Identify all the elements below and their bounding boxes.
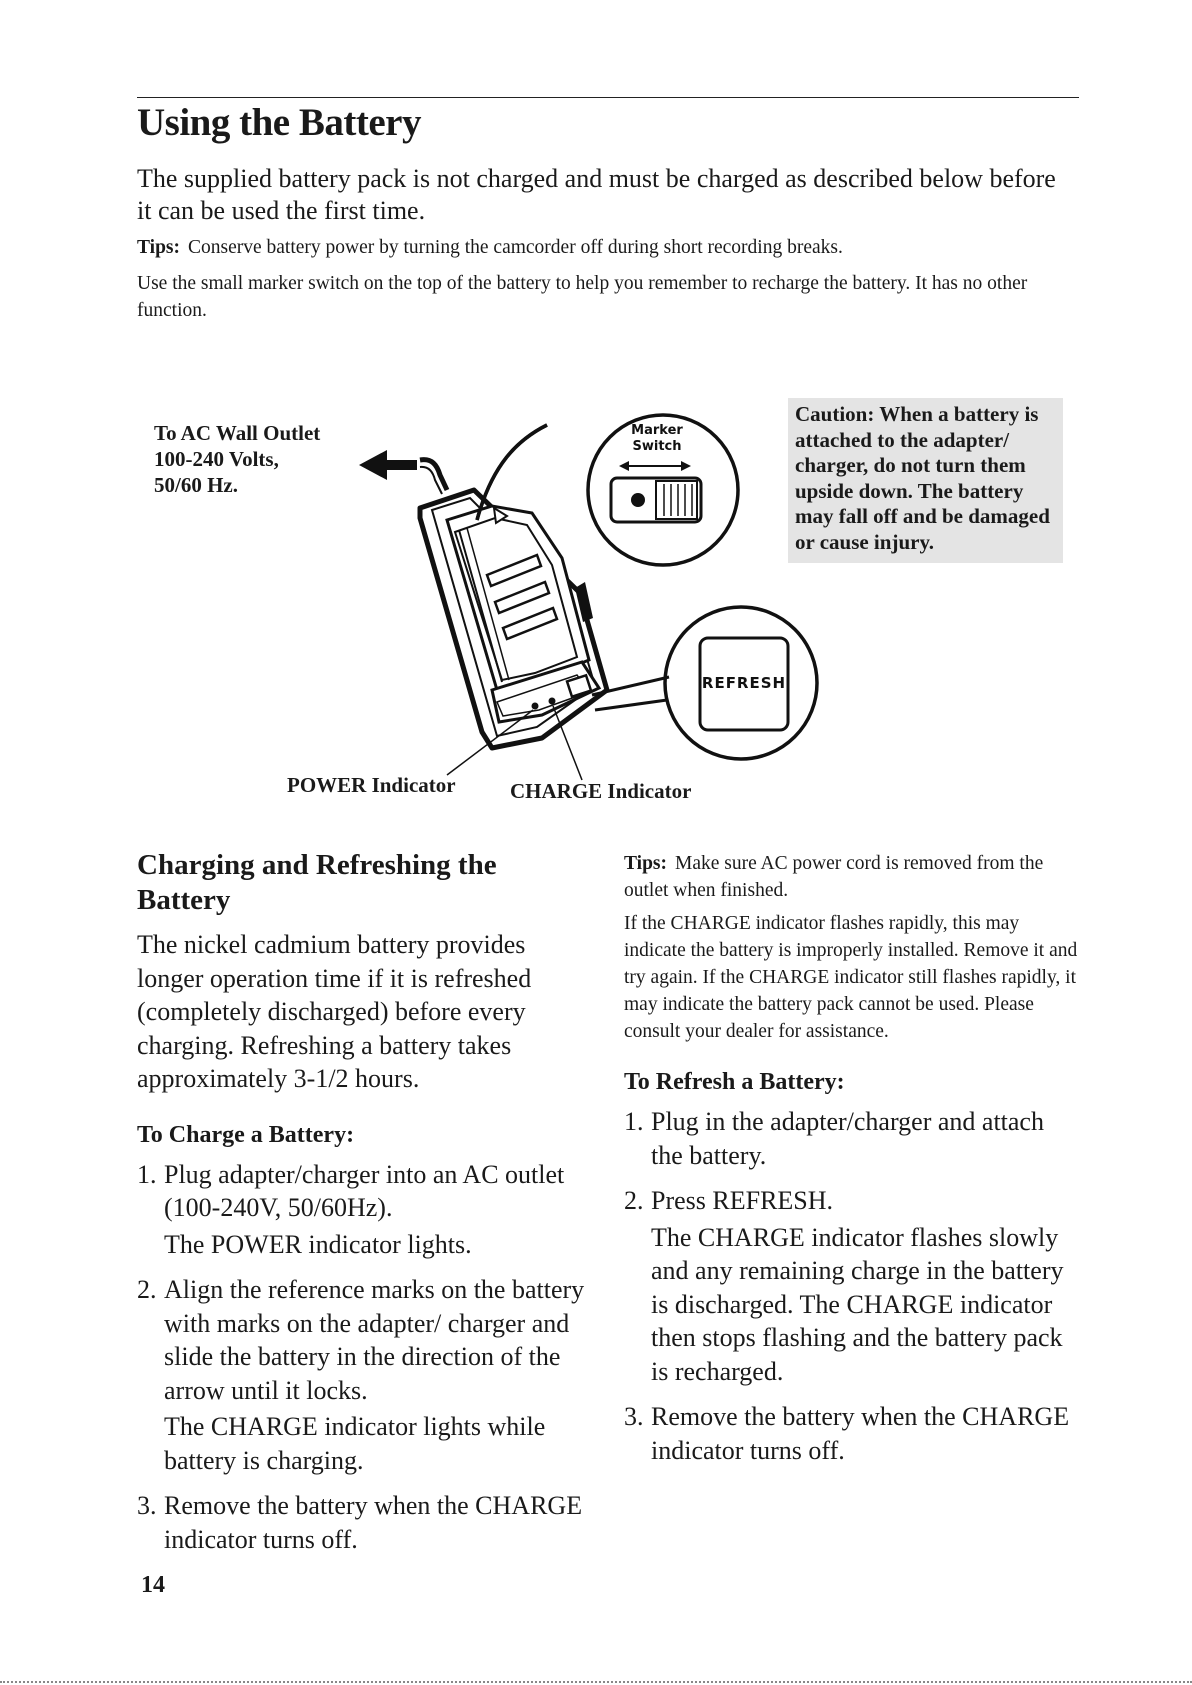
caution-box: Caution: When a battery is attached to the adapter/ charger, do not turn them upside down. The battery may fall off and be damaged or cause injury. — [788, 398, 1063, 563]
step-text: Remove the battery when the CHARGE indicator turns off. — [651, 1402, 1070, 1465]
step-number: 2. — [137, 1275, 157, 1304]
page-title: Using the Battery — [137, 101, 421, 144]
left-column — [137, 848, 592, 1556]
marker-label: Marker — [631, 423, 683, 438]
subheading-charge: To Charge a Battery: — [137, 1121, 355, 1148]
refresh-button-label: REFRESH — [701, 674, 787, 692]
list-item — [137, 1158, 592, 1262]
tips-label: Tips: — [624, 853, 667, 874]
refresh-description: The nickel cadmium battery provides longer operation time if it is refreshed (completely discharged) before every charging. Refreshing a battery takes approximately 3-1/2 hours. — [137, 930, 532, 1093]
outlet-line: 50/60 Hz. — [154, 473, 238, 497]
list-item — [624, 1105, 1079, 1172]
page-bottom-edge — [0, 1681, 1192, 1683]
step-number: 1. — [137, 1159, 157, 1189]
outlet-line: To AC Wall Outlet — [154, 421, 321, 445]
step-number: 2. — [624, 1186, 644, 1215]
section-heading-charging: Charging and Refreshing the Battery — [137, 849, 497, 916]
tip-power-cord — [624, 850, 1079, 904]
switch-label: Switch — [632, 439, 682, 454]
ac-outlet-label — [154, 420, 374, 498]
outlet-line: 100-240 Volts, — [154, 447, 279, 471]
subheading-refresh: To Refresh a Battery: — [624, 1069, 845, 1095]
tips-label: Tips: — [137, 237, 180, 258]
power-indicator-label: POWER Indicator — [287, 773, 456, 797]
step-text: Plug in the adapter/charger and attach the battery. — [651, 1107, 1044, 1170]
top-rule — [137, 97, 1079, 98]
step-number: 1. — [624, 1107, 644, 1136]
step-text: Remove the battery when the CHARGE indicator turns off. — [164, 1491, 583, 1554]
charge-steps — [137, 1158, 592, 1557]
intro-paragraph: The supplied battery pack is not charged and must be charged as described below before it can be used the first time. — [137, 164, 1056, 225]
step-number: 3. — [137, 1491, 157, 1520]
page-number: 14 — [141, 1572, 165, 1598]
tip-marker-switch: Use the small marker switch on the top of the battery to help you remember to recharge the battery. It has no other function. — [137, 273, 1028, 321]
right-column — [624, 850, 1079, 1467]
list-item — [624, 1184, 1079, 1388]
charge-indicator-label: CHARGE Indicator — [510, 779, 692, 803]
tip-conserve-power — [137, 234, 1077, 261]
tip-text: Conserve battery power by turning the camcorder off during short recording breaks. — [188, 237, 843, 258]
step-text: Align the reference marks on the battery with marks on the adapter/ charger and slide the battery in the direction of the arrow until it locks. — [164, 1275, 585, 1405]
list-item — [624, 1400, 1079, 1467]
list-item — [137, 1273, 592, 1477]
list-item — [137, 1489, 592, 1556]
step-result: The CHARGE indicator flashes slowly and any remaining charge in the battery is discharged. The CHARGE indicator then stops flashing and the battery pack is recharged. — [651, 1222, 1064, 1386]
step-text: Plug adapter/charger into an AC outlet (100-240V, 50/60Hz). — [164, 1159, 565, 1222]
tip-charge-flashing: If the CHARGE indicator flashes rapidly, this may indicate the battery is improperly installed. Remove it and try again. If the CHARGE indicator still flashes rapidly, it may indicate the battery pack cannot be used. Please consult your dealer for assistance. — [624, 913, 1078, 1042]
step-number: 3. — [624, 1402, 644, 1431]
step-result: The POWER indicator lights. — [164, 1229, 472, 1259]
step-result: The CHARGE indicator lights while battery is charging. — [164, 1412, 546, 1475]
charger-body — [420, 490, 607, 748]
refresh-steps — [624, 1105, 1079, 1467]
tip-text: Make sure AC power cord is removed from the outlet when finished. — [624, 853, 1044, 901]
step-text: Press REFRESH. — [651, 1186, 834, 1215]
